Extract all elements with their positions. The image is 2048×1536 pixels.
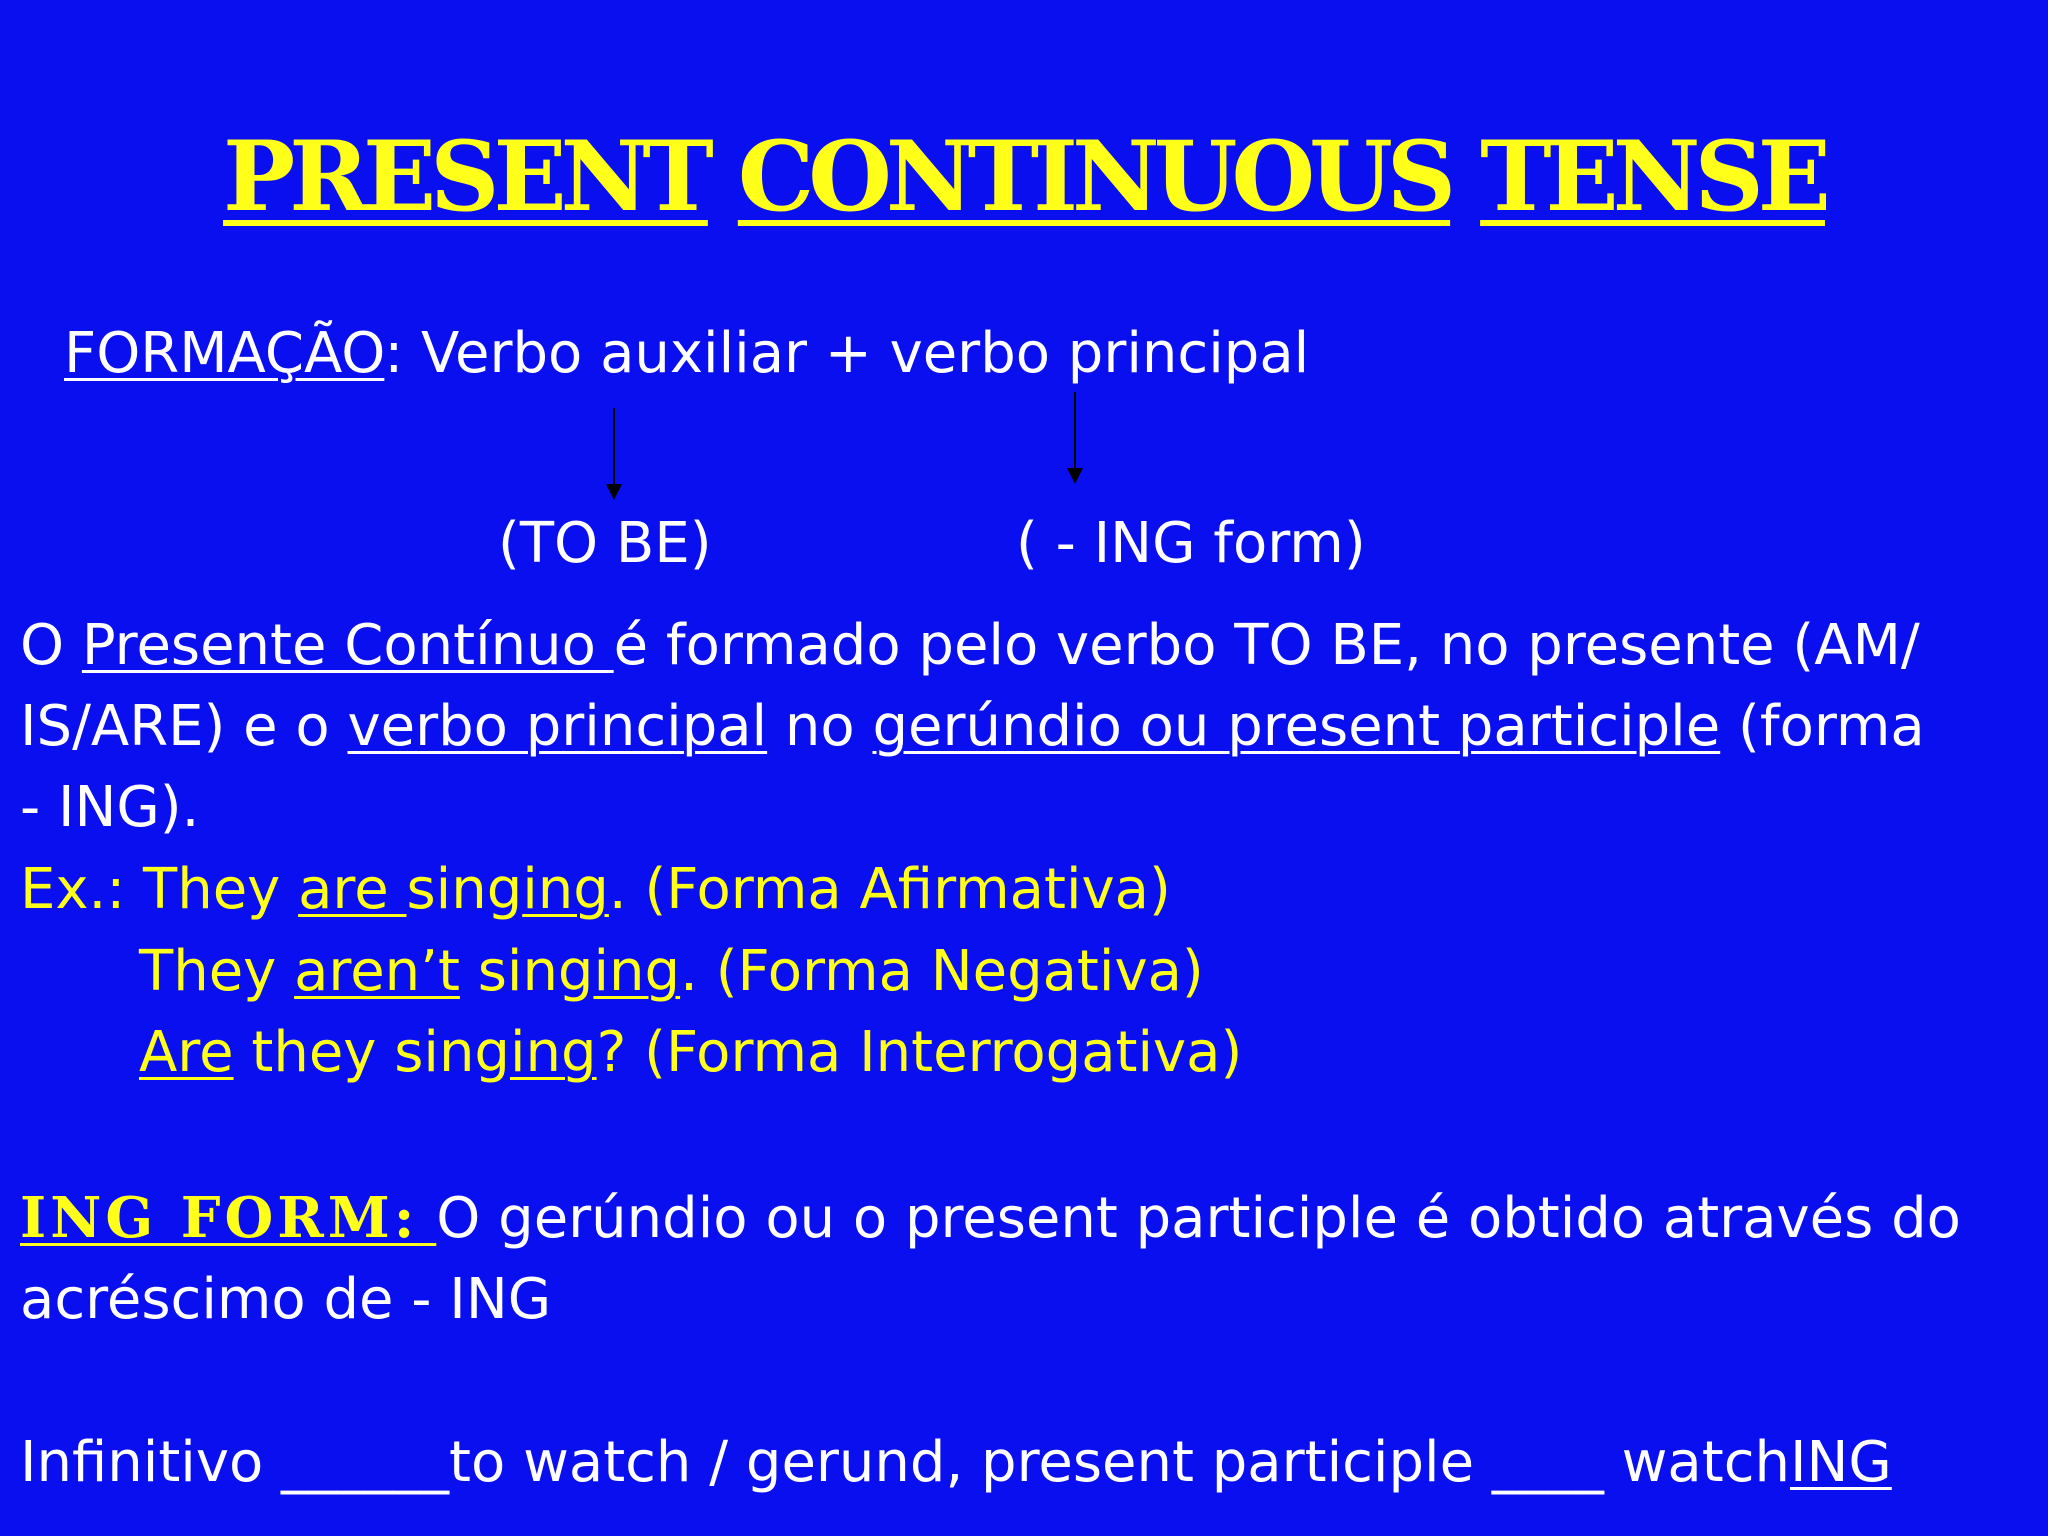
paragraph-line-1 xyxy=(20,614,1920,678)
example-text: . (Forma Negativa) xyxy=(680,939,1204,1004)
infinitivo-ing-suffix: ING xyxy=(1790,1430,1892,1495)
example-auxiliary: are xyxy=(298,857,407,922)
title-word-present: PRESENT xyxy=(223,120,708,233)
example-text: They xyxy=(139,939,295,1004)
example-auxiliary: aren’t xyxy=(294,939,460,1004)
ing-form-text: O gerúndio ou o present participle é obtido através do xyxy=(436,1186,1961,1251)
ing-form-heading: ING FORM: xyxy=(20,1185,419,1251)
paragraph-text: é formado pelo verbo TO BE, no presente (AM/ xyxy=(613,613,1920,678)
formacao-text: Verbo auxiliar + verbo principal xyxy=(403,321,1310,386)
infinitivo-text: Infinitivo ______to watch / gerund, present participle ____ watch xyxy=(20,1430,1790,1495)
formacao-colon: : xyxy=(384,321,404,386)
formacao-label: FORMAÇÃO xyxy=(64,321,385,386)
example-ing-suffix: ing xyxy=(593,939,681,1004)
example-negative xyxy=(139,940,1204,1004)
title-word-tense: TENSE xyxy=(1480,120,1825,233)
paragraph-text: IS/ARE) e o xyxy=(20,694,348,759)
presente-continuo-term: Presente Contínuo xyxy=(81,613,614,678)
paragraph-line-2 xyxy=(20,695,1925,759)
arrow-down-icon xyxy=(613,408,615,486)
paragraph-text: no xyxy=(767,694,873,759)
verbo-principal-term: verbo principal xyxy=(347,694,768,759)
arrow-down-icon xyxy=(1074,392,1076,470)
infinitivo-line xyxy=(20,1431,1892,1495)
paragraph-text: (forma xyxy=(1720,694,1925,759)
to-be-label: (TO BE) xyxy=(498,511,712,576)
title-word-continuous: CONTINUOUS xyxy=(737,120,1451,233)
formacao-line xyxy=(64,322,1309,386)
ing-form-heading-space xyxy=(418,1186,436,1251)
example-interrogative xyxy=(139,1021,1242,1085)
example-text: ? (Forma Interrogativa) xyxy=(596,1020,1243,1085)
example-auxiliary: Are xyxy=(139,1020,234,1085)
example-text: sing xyxy=(406,857,523,922)
slide-title xyxy=(0,120,2048,233)
example-ing-suffix: ing xyxy=(522,857,609,922)
ing-form-line-2: acréscimo de - ING xyxy=(20,1267,552,1332)
paragraph-text: O xyxy=(20,613,82,678)
example-text: Ex.: They xyxy=(20,857,299,922)
example-affirmative xyxy=(20,858,1171,922)
ing-form-label: ( - ING form) xyxy=(1016,511,1366,576)
ing-form-line-1 xyxy=(20,1186,1961,1251)
example-text: they sing xyxy=(233,1020,510,1085)
gerundio-term: gerúndio ou present participle xyxy=(872,694,1721,759)
example-ing-suffix: ing xyxy=(509,1020,597,1085)
example-text: sing xyxy=(459,939,594,1004)
example-text: . (Forma Afirmativa) xyxy=(608,857,1171,922)
paragraph-line-3: - ING). xyxy=(20,775,200,840)
